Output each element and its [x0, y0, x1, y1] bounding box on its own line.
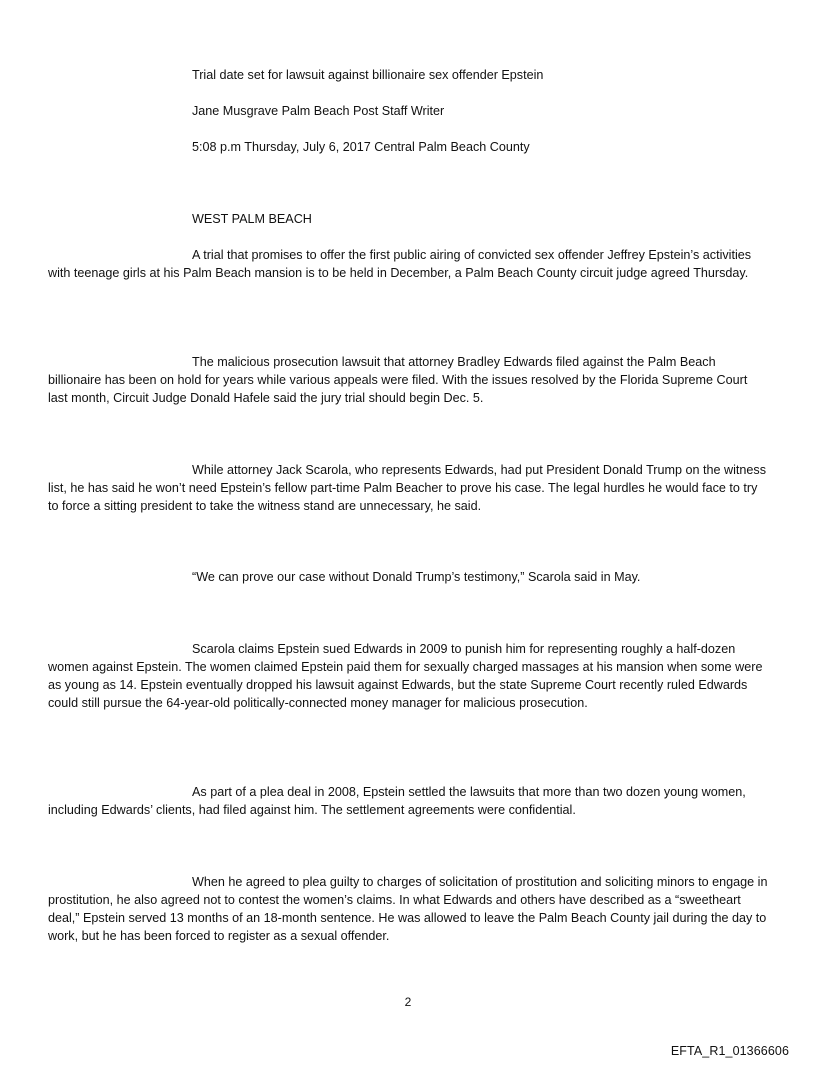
body-paragraph-1: A trial that promises to offer the first public airing of convicted sex offender Jeffrey Epstein’s activities with teenage girls at his Palm Beach mansion is to be held in December, a Palm Beach County circuit judge agreed Thursday. [48, 248, 752, 281]
body-paragraph-5: Scarola claims Epstein sued Edwards in 2009 to punish him for representing roughly a half-dozen women against Epstein. The women claimed Epstein paid them for sexually charged massages at his mansion when some were as young as 14. Epstein eventually dropped his lawsuit against Edwards, but the state Supreme Court recently ruled Edwards could still pursue the 64-year-old politically-connected money manager for malicious prosecution. [48, 642, 763, 711]
bates-number: EFTA_R1_01366606 [670, 1044, 789, 1058]
article-headline: Trial date set for lawsuit against billionaire sex offender Epstein [192, 68, 544, 82]
body-paragraph-4: “We can prove our case without Donald Trump’s testimony,” Scarola said in May. [192, 570, 641, 584]
article-dateline: 5:08 p.m Thursday, July 6, 2017 Central Palm Beach County [192, 140, 530, 154]
body-paragraph-2: The malicious prosecution lawsuit that attorney Bradley Edwards filed against the Palm Beach billionaire has been on hold for years while various appeals were filed. With the issues resolved by the Florida Supreme Court last month, Circuit Judge Donald Hafele said the jury trial should begin Dec. 5. [48, 355, 748, 406]
article-byline: Jane Musgrave Palm Beach Post Staff Writer [192, 104, 445, 118]
body-paragraph-3: While attorney Jack Scarola, who represents Edwards, had put President Donald Trump on the witness list, he has said he won’t need Epstein’s fellow part-time Palm Beacher to prove his case. The legal hurdles he would face to try to force a sitting president to take the witness stand are unnecessary, he said. [48, 463, 767, 514]
body-paragraph-7: When he agreed to plea guilty to charges of solicitation of prostitution and soliciting minors to engage in prostitution, he also agreed not to contest the women’s claims. In what Edwards and others have described as a “sweetheart deal,” Epstein served 13 months of an 18-month sentence. He was allowed to leave the Palm Beach County jail during the day to work, but he has been forced to register as a sexual offender. [48, 875, 768, 944]
article-location: WEST PALM BEACH [192, 212, 312, 226]
page-number: 2 [404, 995, 412, 1009]
body-paragraph-6: As part of a plea deal in 2008, Epstein settled the lawsuits that more than two dozen young women, including Edwards’ clients, had filed against him. The settlement agreements were confidential. [48, 785, 746, 818]
